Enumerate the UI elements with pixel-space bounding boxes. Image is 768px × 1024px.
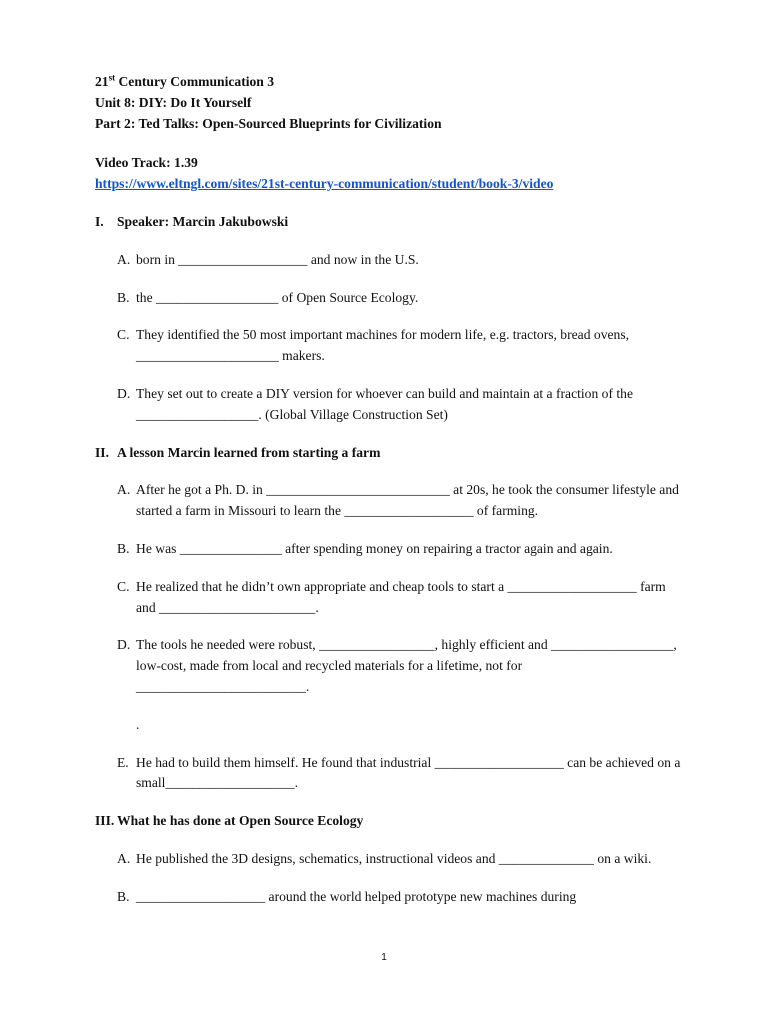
section-title: What he has done at Open Source Ecology xyxy=(117,813,364,829)
list-item: B. the __________________ of Open Source Ecology. xyxy=(117,289,419,305)
section-items xyxy=(95,250,688,426)
section-number: III. xyxy=(95,813,115,829)
list-item: A. born in ___________________ and now in the U.S. xyxy=(117,251,419,267)
list-item: C. They identified the 50 most important machines for modern life, e.g. tractors, bread ovens, _____________________ makers. xyxy=(117,327,630,364)
page-number: 1 xyxy=(381,952,387,963)
part-title: Part 2: Ted Talks: Open-Sourced Blueprints for Civilization xyxy=(95,115,442,131)
list-item: A. After he got a Ph. D. in ___________________________ at 20s, he took the consumer lifestyle and started a farm in Missouri to learn the ___________________ of farming. xyxy=(117,482,679,519)
list-item: C. He realized that he didn’t own appropriate and cheap tools to start a ___________________ farm and _______________________. xyxy=(117,578,666,615)
list-item: D. The tools he needed were robust, _________________, highly efficient and __________________, low-cost, made from local and recycled materials for a lifetime, not for _________________________. xyxy=(117,637,677,694)
section-heading xyxy=(95,212,688,233)
list-item: A. He published the 3D designs, schematics, instructional videos and ______________ on a wiki. xyxy=(117,850,652,866)
list-item: B. He was _______________ after spending money on repairing a tractor again and again. xyxy=(117,540,613,556)
list-item: B. ___________________ around the world helped prototype new machines during xyxy=(117,888,577,904)
section-items xyxy=(95,849,688,908)
list-item: D. They set out to create a DIY version for whoever can build and maintain at a fraction of the __________________. (Global Village Construction Set) xyxy=(117,385,633,422)
section-number: I. xyxy=(95,213,104,229)
section-heading xyxy=(95,443,688,464)
list-item: E. He had to build them himself. He found that industrial ___________________ can be achieved on a small___________________. xyxy=(117,754,681,791)
course-title: 21st Century Communication 3 xyxy=(95,72,275,89)
unit-title: Unit 8: DIY: Do It Yourself xyxy=(95,94,252,110)
stray-period: . xyxy=(136,716,140,732)
section-number: II. xyxy=(95,444,109,460)
section-heading xyxy=(95,811,688,832)
section-title: Speaker: Marcin Jakubowski xyxy=(117,213,289,229)
video-url-link[interactable]: https://www.eltngl.com/sites/21st-century-communication/student/book-3/video xyxy=(95,176,554,192)
video-track: Video Track: 1.39 xyxy=(95,155,198,171)
section-items xyxy=(95,480,688,794)
section-title: A lesson Marcin learned from starting a farm xyxy=(117,444,381,460)
